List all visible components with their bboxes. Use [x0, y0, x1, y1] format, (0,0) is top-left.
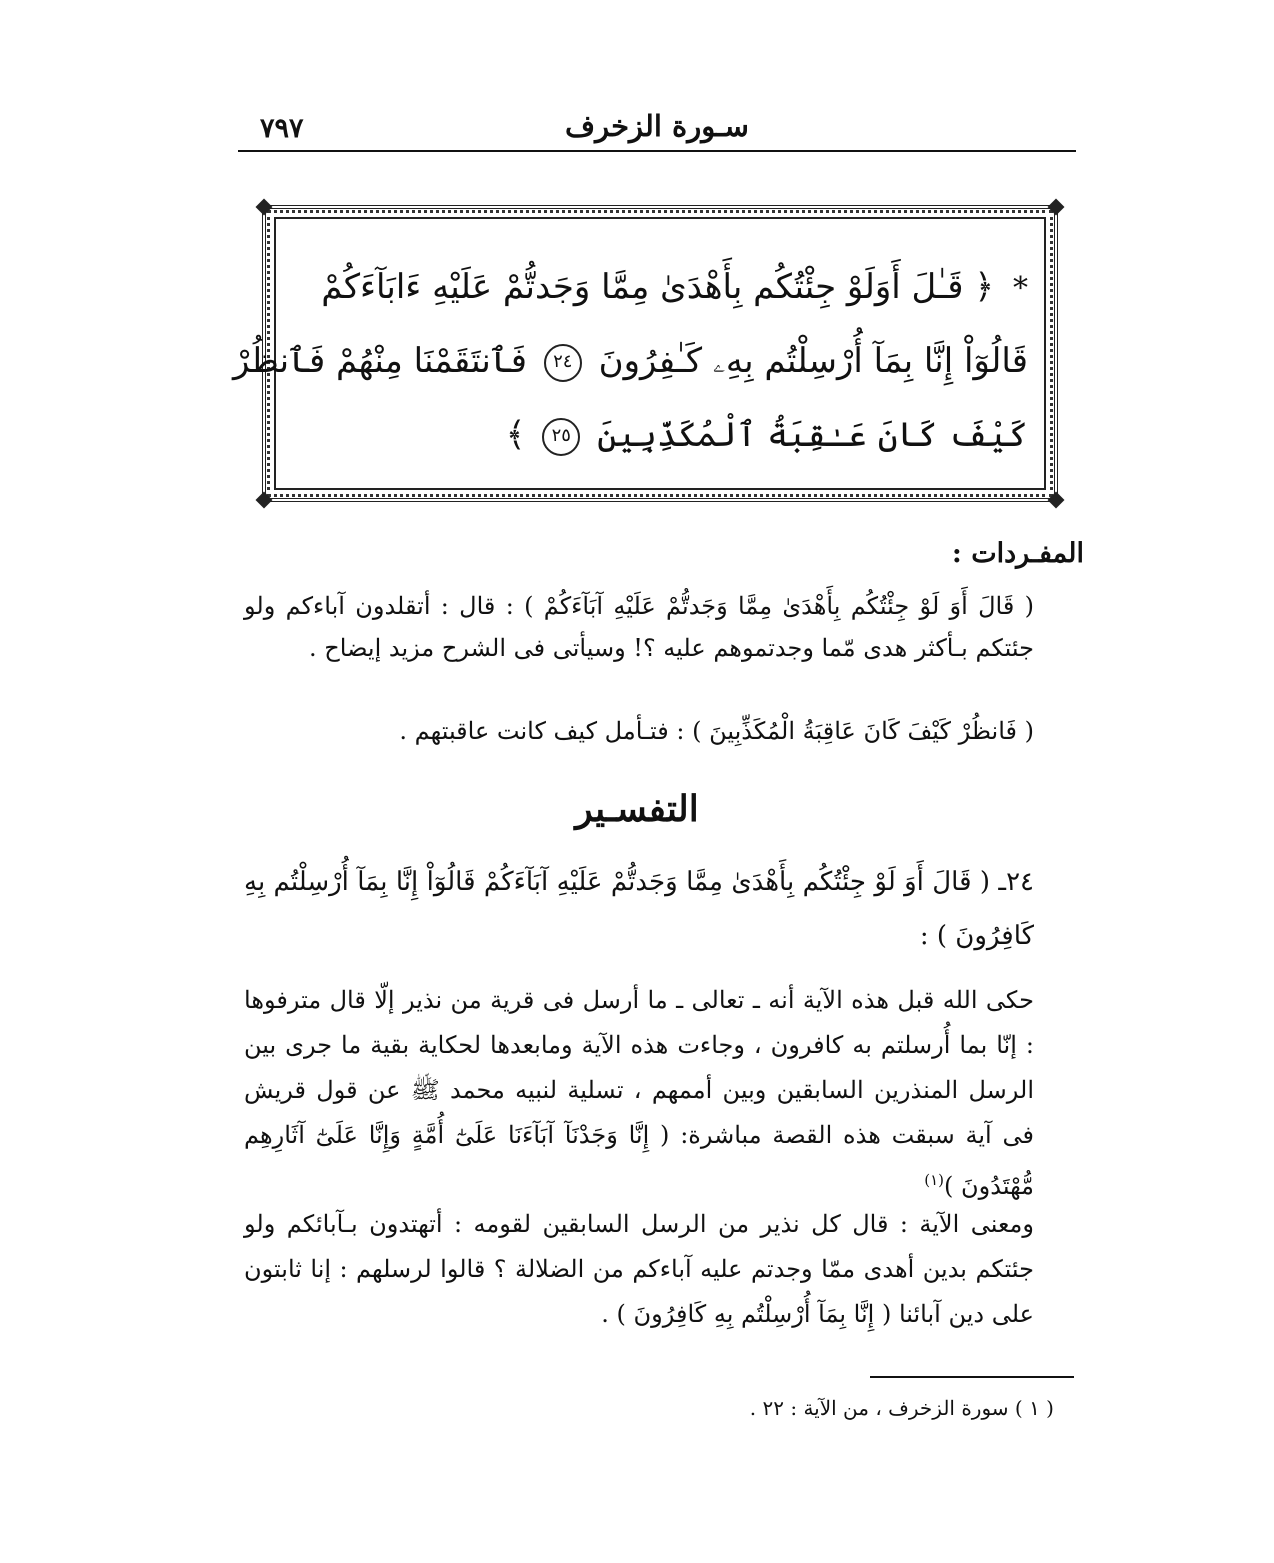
ayah-number-marker: ٢٥: [542, 418, 580, 456]
star-icon: *: [1013, 271, 1028, 306]
quran-verse-box: [232, 205, 1058, 502]
tafsir-paragraph-1-text: حكى الله قبل هذه الآية أنه ـ تعالى ـ ما أرسل فى قرية من نذير إلّا قال مترفوها : إنّا بما أُرسلتم به كافرون ، وجاءت هذه الآية ومابعدها لحكاية بقية ما جرى بين الرسل المنذرين السابقين وبين أممهم ، تسلية لنبيه محمد ﷺ عن قول قريش فى آية سبقت هذه القصة مباشرة: ( إِنَّا وَجَدْنَآ آبَآءَنَا عَلَىٰٓ أُمَّةٍ وَإِنَّا عَلَىٰٓ آثَارِهِم مُّهْتَدُونَ ): [244, 986, 1034, 1200]
verse-line-3a-text: كَيْفَ كَانَ عَـٰقِبَةُ ٱلْمُكَذِّبِينَ: [597, 415, 1028, 455]
page-header: [238, 105, 1076, 151]
tafsir-paragraph-1: [244, 978, 1034, 1209]
header-divider: [238, 150, 1076, 152]
verse-line-3b-text: ﴾: [505, 415, 526, 455]
verse-line-2: [232, 324, 1028, 398]
footnote-reference: (١): [924, 1171, 945, 1189]
mufradat-heading: المفـردات :: [951, 538, 1084, 569]
tafsir-verse-quote: ٢٤ـ ( قَالَ أَوَ لَوْ جِئْتُكُم بِأَهْدَىٰ مِمَّا وَجَدتُّمْ عَلَيْهِ آبَآءَكُمْ قَالُوٓاْ إِنَّا بِمَآ أُرْسِلْتُم بِهِ كَافِرُونَ ) :: [244, 867, 1034, 951]
mufradat-paragraph-2: ( فَانظُرْ كَيْفَ كَانَ عَاقِبَةُ الْمُكَذِّبِينَ ) : فتـأمل كيف كانت عاقبتهم .: [399, 717, 1034, 745]
verse-text: [232, 250, 1028, 472]
verse-line-1-text: ﴿ قَـٰلَ أَوَلَوْ جِئْتُكُم بِأَهْدَىٰ مِمَّا وَجَدتُّمْ عَلَيْهِ ءَابَآءَكُمْ: [321, 267, 995, 307]
page-number: ٧٩٧: [260, 113, 304, 144]
verse-line-2b-text: فَٱنتَقَمْنَا مِنْهُمْ فَٱنظُرْ: [232, 341, 527, 381]
verse-line-2a-text: قَالُوٓاْ إِنَّا بِمَآ أُرْسِلْتُم بِهِۦ كَـٰفِرُونَ: [598, 341, 1028, 381]
ayah-number-marker: ٢٤: [544, 344, 582, 382]
footnote-divider: [870, 1376, 1074, 1378]
tafsir-paragraph-2: ومعنى الآية : قال كل نذير من الرسل السابقين لقومه : أتهتدون بـآبائكم ولو جئتكم بدين أهدى ممّا وجدتم عليه آباءكم من الضلالة ؟ قالوا لرسلهم : إنا ثابتون على دين آبائنا ( إِنَّا بِمَآ أُرْسِلْتُم بِهِ كَافِرُونَ ) .: [244, 1210, 1034, 1328]
verse-line-1: [292, 250, 1028, 324]
tafsir-heading: التفسـير: [575, 788, 699, 830]
mufradat-paragraph-1: ( قَالَ أَوَ لَوْ جِئْتُكُم بِأَهْدَىٰ مِمَّا وَجَدتُّمْ عَلَيْهِ آبَآءَكُمْ ) : قال : أتقلدون آباءكم ولو جئتكم بـأكثر هدى مّما وجدتموهم عليه ؟! وسيأتى فى الشرح مزيد إيضاح .: [244, 592, 1034, 662]
verse-line-3: [292, 398, 1028, 472]
surah-title: سـورة الزخرف: [565, 109, 749, 143]
footnote: ( ١ ) سورة الزخرف ، من الآية : ٢٢ .: [749, 1396, 1054, 1420]
